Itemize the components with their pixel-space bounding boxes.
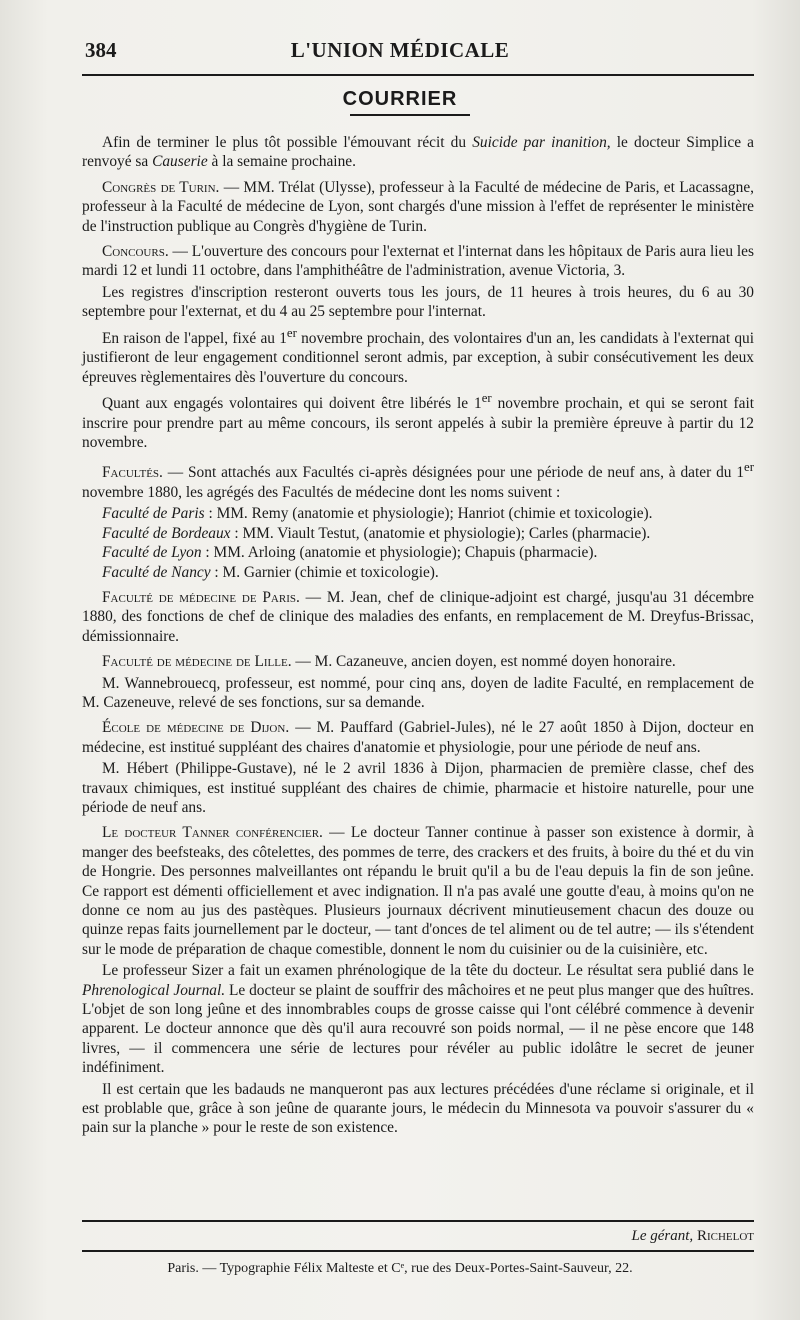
faculty-entry — [82, 563, 754, 582]
text-span: novembre 1880, les agrégés des Facultés de médecine dont les noms suivent : — [82, 483, 561, 501]
text-span: : MM. Viault Testut, (anatomie et physiologie); Carles (pharmacie). — [230, 524, 651, 542]
paragraph-heading: Faculté de médecine de Lille. — [102, 653, 292, 671]
paragraph — [82, 133, 754, 172]
signature — [82, 1228, 754, 1245]
faculty-entry — [82, 543, 754, 562]
paragraph-heading: Facultés. — [102, 464, 163, 482]
signature-role: Le gérant, — [631, 1228, 694, 1244]
text-span: : M. Garnier (chimie et toxicologie). — [210, 563, 439, 581]
faculty-entry — [82, 524, 754, 543]
paragraph — [82, 823, 754, 959]
text-span: novembre prochain, des volontaires d'un an, les candidats à l'externat qui justifieront de leur engagement conditionnel seront admis, par exception, à subir consécutivement les deux épreuves règlementaires dès l'ouverture du concours. — [82, 329, 754, 386]
paragraph — [82, 389, 754, 452]
text-span: : MM. Remy (anatomie et physiologie); Hanriot (chimie et toxicologie). — [204, 505, 653, 523]
paragraph-heading: École de médecine de Dijon. — [102, 719, 290, 737]
text-span: — M. Jean, chef de clinique-adjoint est chargé, jusqu'au 31 décembre 1880, des fonctions de chef de clinique des maladies des enfants, en remplacement de M. Dreyfus-Brissac, démissionnaire. — [82, 588, 754, 645]
paragraph: Il est certain que les badauds ne manqueront pas aux lectures précédées d'une réclame si originale, et il est problable que, grâce à son jeûne de quarante jours, le médecin du Minnesota va pouvoir s'assurer du « pain sur la planche » pour le reste de son existence. — [82, 1080, 754, 1137]
faculty-entry — [82, 504, 754, 523]
italic-text: Suicide par inanition, — [472, 134, 611, 151]
text-span: novembre prochain, et qui se seront fait inscrire pour prendre part au même concours, ils seront appelés à subir la première épreuve à partir du 12 novembre. — [82, 395, 754, 451]
faculty-name: Faculté de Lyon — [102, 544, 202, 562]
text-span: le docteur Simplice a renvoyé sa — [82, 134, 754, 171]
text-span: — Le docteur Tanner continue à passer son existence à dormir, à manger des beefsteaks, des côtelettes, des pommes de terre, des crackers et des fruits, à boire du thé et du vin de Hongrie. Des personnes malveillantes ont répandu le bruit qu'il a bu de l'eau depuis la fin de son jeûne. Ce rapport est démenti officiellement et avec indignation. Il n'a pas avalé une goutte d'eau, à moins qu'on ne donne ce nom au jus des pastèques. Plusieurs journaux décrivent minutieusement chacun des douze ou quinze repas faits journellement par le docteur, — tant d'onces de tel aliment ou de tel autre; — ils s'étendent sur le mode de préparation de chaque comestible, donnent le nom du cuisinier ou de la cuisinière, etc. — [82, 824, 754, 958]
paragraph: M. Wannebrouecq, professeur, est nommé, pour cinq ans, doyen de ladite Faculté, en remplacement de M. Cazeneuve, relevé de ses fonctions, sur sa demande. — [82, 674, 754, 711]
paragraph — [82, 178, 754, 236]
footer-rule-bottom — [82, 1250, 754, 1252]
page-header — [0, 38, 800, 68]
text-span: Le docteur se plaint de souffrir des mâchoires et ne peut plus manger que des huîtres. L'objet de son long jeûne et des innombrables coups de grosse caisse qui l'ont célébré commence à devenir apparent. Le docteur annonce que dès qu'il aura recouvré son poids normal, — il ne pèse encore que 148 livres, — il commencera une série de lectures pour révéler au public idolâtre le secret de jeuner indéfiniment. — [82, 981, 754, 1077]
section-title-underline — [350, 114, 470, 116]
faculty-name: Faculté de Nancy — [102, 563, 211, 581]
italic-text: Causerie — [152, 153, 208, 171]
paragraph-heading: Congrès de Turin. — [102, 178, 220, 196]
faculty-name: Faculté de Bordeaux — [102, 524, 231, 542]
paragraph — [82, 652, 754, 671]
text-span: — M. Cazaneuve, ancien doyen, est nommé doyen honoraire. — [291, 653, 676, 671]
text-span: : MM. Arloing (anatomie et physiologie); Chapuis (pharmacie). — [201, 544, 598, 562]
paragraph-heading: Le docteur Tanner conférencier. — [102, 824, 323, 842]
paragraph — [82, 718, 754, 757]
italic-text: Phrenological Journal. — [82, 981, 226, 999]
paragraph: M. Hébert (Philippe-Gustave), né le 2 avril 1836 à Dijon, pharmacien de première classe, chef des travaux chimiques, est institué suppléant des chaires de chimie, pharmacie et histoire naturelle, pour une période de neuf ans. — [82, 760, 754, 816]
paragraph-heading: Concours. — [102, 243, 169, 261]
signature-name: Richelot — [696, 1228, 754, 1244]
paragraph-heading: Faculté de médecine de Paris. — [102, 588, 300, 606]
superscript: er — [286, 325, 297, 340]
footer-rule-top — [82, 1220, 754, 1222]
paragraph — [82, 458, 754, 502]
text-span: Afin de terminer le plus tôt possible l'émouvant récit du — [102, 134, 473, 151]
header-rule — [82, 74, 754, 76]
text-span: à la semaine prochaine. — [207, 153, 356, 171]
printer-imprint: Paris. — Typographie Félix Malteste et Cᵉ, rue des Deux-Portes-Saint-Sauveur, 22. — [167, 1261, 633, 1276]
text-span: En raison de l'appel, fixé au 1 — [102, 329, 287, 347]
paragraph — [82, 588, 754, 646]
paragraph: Les registres d'inscription resteront ouverts tous les jours, de 11 heures à trois heures, du 6 au 30 septembre pour l'externat, et du 4 au 25 septembre pour l'internat. — [82, 283, 754, 321]
faculty-name: Faculté de Paris — [102, 505, 205, 523]
article-body — [82, 133, 754, 1140]
superscript: er — [481, 391, 492, 405]
text-span: Quant aux engagés volontaires qui doivent être libérés le 1 — [102, 395, 482, 413]
paragraph — [82, 961, 754, 1077]
text-span: — M. Pauffard (Gabriel-Jules), né le 27 août 1850 à Dijon, docteur en médecine, est institué suppléant des chaires d'anatomie et physiologie, pour une période de neuf ans. — [82, 719, 754, 756]
text-span: — Sont attachés aux Facultés ci-après désignées pour une période de neuf ans, à dater du 1 — [162, 464, 745, 482]
text-span: Le professeur Sizer a fait un examen phrénologique de la tête du docteur. Le résultat sera publié dans le — [102, 962, 754, 980]
superscript: er — [744, 460, 754, 475]
text-span: — MM. Trélat (Ulysse), professeur à la Faculté de médecine de Paris, et Lacassagne, professeur à la Faculté de médecine de Lyon, sont chargés d'une mission à l'effet de représenter le ministère de l'instruction publique au Congrès d'hygiène de Turin. — [82, 178, 754, 235]
page-number: 384 — [85, 38, 117, 62]
section-title: COURRIER — [342, 88, 458, 110]
paragraph — [82, 324, 754, 387]
journal-title: L'UNION MÉDICALE — [290, 38, 510, 62]
paragraph — [82, 242, 754, 281]
text-span: — L'ouverture des concours pour l'externat et l'internat dans les hôpitaux de Paris aura lieu les mardi 12 et lundi 11 octobre, dans l'amphithéâtre de l'administration, avenue Victoria, 3. — [82, 243, 754, 280]
